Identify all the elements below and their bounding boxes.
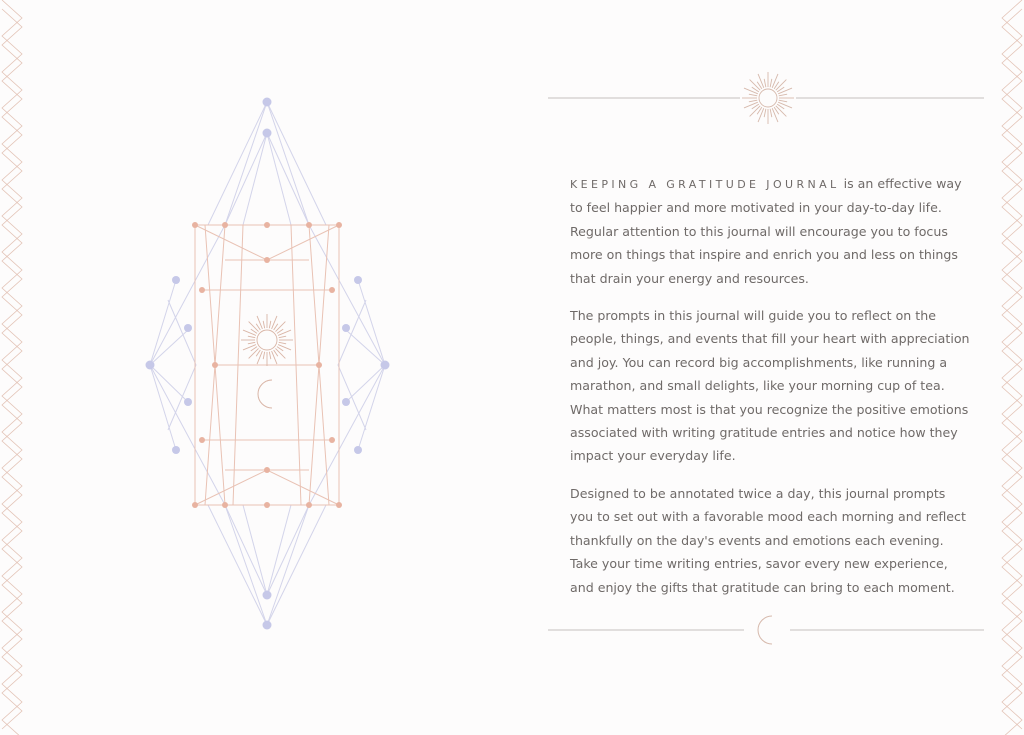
paragraph-3: Designed to be annotated twice a day, this journal prompts you to set out with a favorable mood each morning and reflect thankfully on the day's events and emotions each evening. Take your time writing entries, savor every new experience, and enjoy the gifts that gratitude can bring to each moment. [570,485,966,595]
paragraph-1-body: is an effective way to feel happier and more motivated in your day-to-day life. Regular attention to this journal will encourage you to focus more on things that inspire and enrich you and less on things that drain your energy and resources. [570,176,962,286]
crescent-moon-icon [758,616,772,644]
paragraph-1 [570,172,970,290]
intro-text [570,172,970,613]
paragraph-2: The prompts in this journal will guide you to reflect on the people, things, and events that fill your heart with appreciation and joy. You can record big accomplishments, like running a marathon, and small delights, like your morning cup of tea. What matters most is that you recognize the positive emotions associated with writing gratitude entries and notice how they impact your everyday life. [570,308,970,464]
bottom-moon-divider [548,600,984,660]
sun-icon [742,72,794,124]
right-zigzag-border [996,0,1024,735]
top-sun-divider [548,68,984,128]
left-zigzag-border [0,0,28,735]
intro-small-caps: KEEPING A GRATITUDE JOURNAL [570,178,840,191]
sun-icon [241,314,293,366]
crescent-moon-icon [258,380,272,408]
geometric-crystal-illustration [140,95,395,635]
